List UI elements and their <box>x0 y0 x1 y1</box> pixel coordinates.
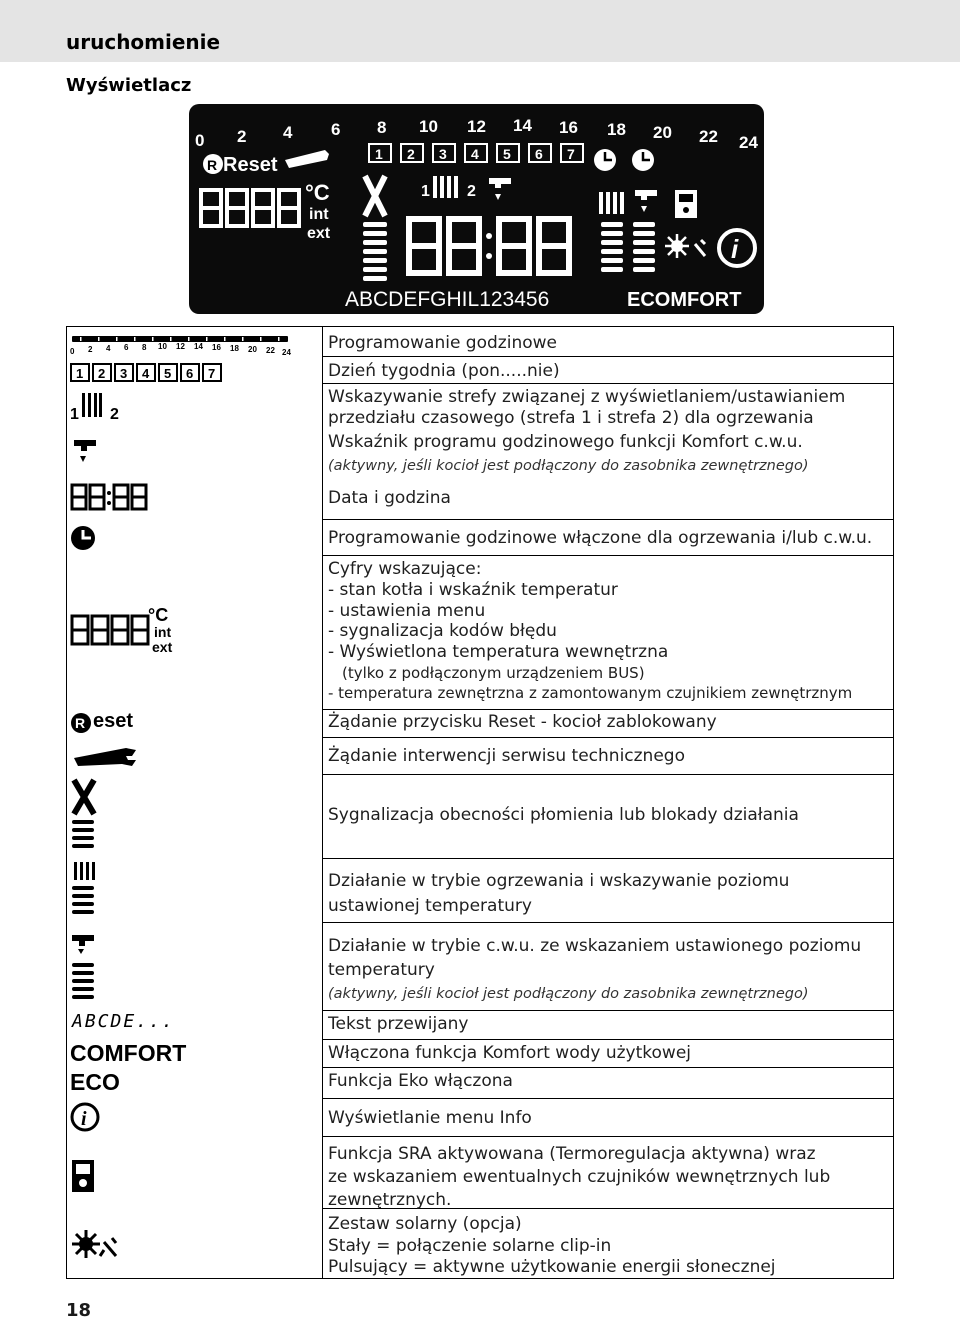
row-eco: Funkcja Eko włączona <box>328 1071 513 1091</box>
lcd-hour-22: 22 <box>699 127 718 146</box>
lcd-hour-4: 4 <box>283 123 293 142</box>
temperature-digits-icon <box>70 612 152 648</box>
row-dhw-note: (aktywny, jeśli kocioł jest podłączony do zasobnika zewnętrznego) <box>328 986 809 1002</box>
lcd-day-1: 1 <box>375 146 383 162</box>
row-sra-line2: ze wskazaniem ewentualnych czujników wewnętrznych lub <box>328 1167 831 1187</box>
lcd-hour-18: 18 <box>607 120 626 139</box>
lcd-clock-digits <box>409 219 569 273</box>
lcd-hour-14: 14 <box>513 116 532 135</box>
date-time-digits-icon <box>70 482 148 512</box>
lcd-unit-c: °C <box>305 180 330 205</box>
row-dhw-line2: temperatury <box>328 960 435 980</box>
solar-icon <box>70 1226 130 1262</box>
flame-lock-icon <box>70 778 104 852</box>
row-zone-line1: Wskazywanie strefy związanej z wyświetlaniem/ustawianiem <box>328 387 846 407</box>
row-solar-line2: Stały = połączenie solarne clip-in <box>328 1236 612 1256</box>
legend-scroll-text: ABCDE... <box>72 1011 175 1032</box>
svg-text:18: 18 <box>230 344 239 353</box>
row-digits-item5: - temperatura zewnętrzna z zamontowanym czujnikiem zewnętrznym <box>328 684 853 702</box>
lcd-left-bars <box>599 192 624 214</box>
row-sra-line1: Funkcja SRA aktywowana (Termoregulacja aktywna) wraz <box>328 1144 816 1164</box>
row-digits-title: Cyfry wskazujące: <box>328 559 482 579</box>
lcd-hour-10: 10 <box>419 117 438 136</box>
section-title: Wyświetlacz <box>66 75 192 96</box>
svg-text:4: 4 <box>106 344 111 353</box>
svg-text:i: i <box>731 234 739 264</box>
svg-text:4: 4 <box>142 366 150 381</box>
lcd-temp-digits <box>201 190 299 226</box>
lcd-day-6: 6 <box>535 146 543 162</box>
lcd-hour-24: 24 <box>739 133 758 152</box>
svg-text:6: 6 <box>186 366 194 381</box>
lcd-hour-12: 12 <box>467 117 486 136</box>
lcd-dhw-level-bars <box>633 222 655 272</box>
row-info: Wyświetlanie menu Info <box>328 1108 532 1128</box>
dhw-level-icon <box>70 931 104 1005</box>
svg-text:1: 1 <box>76 366 84 381</box>
legend-unit-int: int <box>154 624 172 640</box>
legend-eco: ECO <box>70 1069 120 1095</box>
lcd-day-5: 5 <box>503 146 511 162</box>
lcd-zone1: 1 <box>421 183 430 200</box>
clock-icon <box>70 524 98 552</box>
svg-text:20: 20 <box>248 345 257 354</box>
lcd-day-7: 7 <box>567 146 575 162</box>
row-date-time: Data i godzina <box>328 488 451 508</box>
legend-reset-label: eset <box>93 710 134 732</box>
legend-reset-r: R <box>75 715 86 731</box>
lcd-flame-bars <box>363 222 387 281</box>
row-dhw-line1: Działanie w trybie c.w.u. ze wskazaniem ustawionego poziomu <box>328 936 862 956</box>
lcd-hour-2: 2 <box>237 127 247 146</box>
row-comfort-note: (aktywny, jeśli kocioł jest podłączony do zasobnika zewnętrznego) <box>328 458 809 474</box>
wrench-icon <box>70 744 140 770</box>
row-digits-item2: - ustawienia menu <box>328 601 486 621</box>
legend-comfort: COMFORT <box>70 1040 187 1066</box>
lcd-tap-icon <box>489 178 511 200</box>
row-digits-item4: - Wyświetlona temperatura wewnętrzna <box>328 642 669 662</box>
lcd-heat-level-bars <box>601 222 623 272</box>
row-solar-line3: Pulsujący = aktywne użytkowanie energii słonecznej <box>328 1257 776 1277</box>
svg-text:3: 3 <box>120 366 128 381</box>
svg-text:2: 2 <box>88 345 93 354</box>
lcd-scroll-text: ABCDEFGHIL123456 <box>345 288 550 311</box>
legend-unit-ext: ext <box>152 639 173 655</box>
lcd-zone2: 2 <box>467 183 476 200</box>
svg-text:24: 24 <box>282 348 291 356</box>
page-header-title: uruchomienie <box>66 30 221 54</box>
svg-text:8: 8 <box>142 343 147 352</box>
row-comfort: Włączona funkcja Komfort wody użytkowej <box>328 1043 692 1063</box>
svg-text:22: 22 <box>266 346 275 355</box>
svg-text:10: 10 <box>158 342 167 351</box>
row-zone-line2: przedziału czasowego (strefa 1 i strefa 2) dla ogrzewania <box>328 408 814 428</box>
lcd-unit-int: int <box>309 206 329 223</box>
row-digits-item1: - stan kotła i wskaźnik temperatur <box>328 580 618 600</box>
legend-zone1: 1 <box>70 406 79 423</box>
lcd-unit-ext: ext <box>307 225 331 242</box>
lcd-hour-16: 16 <box>559 118 578 137</box>
hour-scale-icon <box>70 330 296 356</box>
radiator-icon <box>82 392 102 418</box>
svg-text:12: 12 <box>176 342 185 351</box>
row-sra-line3: zewnętrznych. <box>328 1190 452 1210</box>
row-solar-line1: Zestaw solarny (opcja) <box>328 1214 522 1234</box>
lcd-dhw-tap-icon <box>635 190 657 212</box>
row-comfort-program: Wskaźnik programu godzinowego funkcji Komfort c.w.u. <box>328 432 803 452</box>
legend-zone2: 2 <box>110 406 119 423</box>
svg-text:6: 6 <box>124 343 129 352</box>
lcd-hour-6: 6 <box>331 120 341 139</box>
lcd-reset-label: Reset <box>223 154 278 176</box>
row-hour-program: Programowanie godzinowe <box>328 333 557 353</box>
svg-text:16: 16 <box>212 343 221 352</box>
lcd-ecomfort: ECOMFORT <box>627 289 742 311</box>
sra-sensor-icon <box>70 1158 98 1194</box>
lcd-wrench-icon <box>285 150 329 168</box>
page-number: 18 <box>66 1300 92 1321</box>
lcd-reset-r: R <box>207 157 218 173</box>
row-reset: Żądanie przycisku Reset - kocioł zablokowany <box>328 712 717 732</box>
row-flame: Sygnalizacja obecności płomienia lub blokady działania <box>328 805 799 825</box>
dhw-program-tap-icon <box>72 436 100 464</box>
row-digits-item4-note: (tylko z podłączonym urządzeniem BUS) <box>342 664 645 682</box>
svg-text:7: 7 <box>208 366 216 381</box>
lcd-display <box>189 104 764 314</box>
svg-text:0: 0 <box>70 347 75 356</box>
lcd-day-2: 2 <box>407 146 415 162</box>
row-heating-line2: ustawionej temperatury <box>328 896 532 916</box>
lcd-hour-0: 0 <box>195 131 205 150</box>
row-heating-line1: Działanie w trybie ogrzewania i wskazywanie poziomu <box>328 871 790 891</box>
legend-unit-c: °C <box>148 605 169 625</box>
lcd-hour-20: 20 <box>653 123 672 142</box>
lcd-day-3: 3 <box>439 146 447 162</box>
row-weekday: Dzień tygodnia (pon.....nie) <box>328 361 560 381</box>
legend-table <box>66 326 894 1279</box>
svg-text:5: 5 <box>164 366 172 381</box>
svg-text:i: i <box>81 1108 87 1130</box>
lcd-flame-icon <box>365 176 385 216</box>
row-service: Żądanie interwencji serwisu technicznego <box>328 746 685 766</box>
heating-level-icon <box>70 860 104 920</box>
row-program-enabled: Programowanie godzinowe włączone dla ogrzewania i/lub c.w.u. <box>328 528 873 548</box>
lcd-radiator-icon <box>433 176 458 198</box>
lcd-display-graphic <box>189 104 764 314</box>
lcd-day-4: 4 <box>471 146 479 162</box>
lcd-hour-8: 8 <box>377 118 387 137</box>
row-scroll-text: Tekst przewijany <box>328 1014 469 1034</box>
weekday-boxes-icon <box>70 362 230 384</box>
svg-text:14: 14 <box>194 342 203 351</box>
svg-text:2: 2 <box>98 366 106 381</box>
info-icon <box>70 1102 102 1134</box>
row-digits-item3: - sygnalizacja kodów błędu <box>328 621 557 641</box>
